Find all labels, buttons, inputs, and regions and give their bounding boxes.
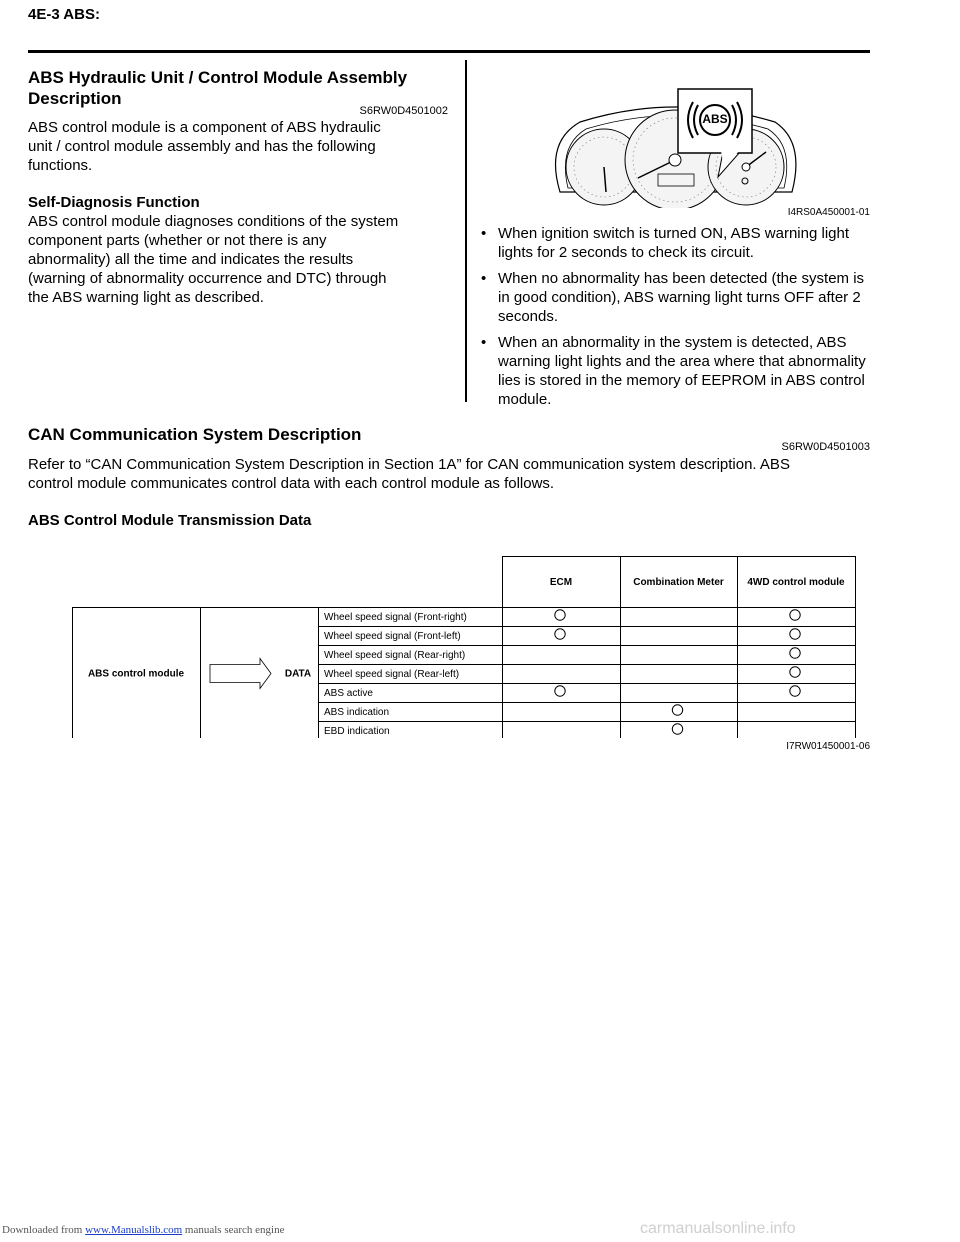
column-header: 4WD control module (747, 577, 845, 588)
self-diagnosis-line: ABS control module diagnoses conditions of the system (28, 213, 399, 230)
section2-code: S6RW0D4501003 (781, 441, 870, 453)
transmission-data-heading: ABS Control Module Transmission Data (28, 512, 312, 529)
section1-intro-line: functions. (28, 157, 93, 174)
transmit-mark-circle (790, 686, 800, 696)
section1-code: S6RW0D4501002 (359, 105, 448, 117)
instrument-cluster-figure (540, 82, 810, 208)
self-diagnosis-heading: Self-Diagnosis Function (28, 194, 200, 211)
section2-body (28, 455, 878, 493)
transmit-mark-circle (672, 724, 682, 734)
section1-title-line2: Description (28, 89, 122, 108)
transmission-data-table (72, 556, 856, 738)
column-header: ECM (549, 577, 573, 588)
footer-prefix: Downloaded from (2, 1224, 86, 1236)
figure1-code: I4RS0A450001-01 (787, 207, 870, 218)
section1-title-line1: ABS Hydraulic Unit / Control Module Assembly (28, 68, 408, 87)
signal-label: Wheel speed signal (Rear-right) (324, 650, 466, 661)
section1-intro-line: ABS control module is a component of ABS hydraulic (28, 119, 381, 136)
page-footer (2, 1224, 284, 1236)
self-diagnosis-line: the ABS warning light as described. (28, 289, 264, 306)
section2-body-line: Refer to “CAN Communication System Description in Section 1A” for CAN communication system description. ABS (28, 456, 790, 473)
signal-label: Wheel speed signal (Rear-left) (324, 669, 460, 680)
transmit-mark-circle (790, 648, 800, 658)
transmit-mark-circle (555, 610, 565, 620)
transmit-mark-circle (555, 629, 565, 639)
section2-body-line: control module communicates control data with each control module as follows. (28, 475, 555, 492)
transmit-mark-circle (790, 629, 800, 639)
column-header: Combination Meter (633, 577, 724, 588)
section1-intro-line: unit / control module assembly and has the following (28, 138, 376, 155)
bullet-item: • When an abnormality in the system is detected, ABS warning light lights and the area where that abnormality lies is stored in the memory of EEPROM in ABS control module. (481, 333, 871, 409)
self-diagnosis-line: component parts (whether or not there is any (28, 232, 327, 249)
abs-icon-label: ABS (702, 112, 728, 126)
section1-title (28, 67, 407, 109)
transmit-mark-circle (790, 667, 800, 677)
signal-label: Wheel speed signal (Front-left) (324, 631, 461, 642)
page-header-title: 4E-3 ABS: (28, 6, 100, 23)
transmit-arrow (210, 659, 271, 689)
signal-label: Wheel speed signal (Front-right) (324, 612, 467, 623)
footer-suffix: manuals search engine (182, 1224, 285, 1236)
self-diagnosis-body (28, 212, 458, 307)
transmit-mark-circle (555, 686, 565, 696)
self-diagnosis-line: abnormality) all the time and indicates the results (28, 251, 354, 268)
signal-label: ABS active (324, 688, 373, 699)
column-divider (465, 60, 467, 402)
header-rule (28, 50, 870, 53)
section2-title: CAN Communication System Description (28, 425, 362, 444)
table-figure-code: I7RW01450001-06 (786, 741, 870, 752)
warning-light-bullets (481, 224, 871, 416)
transmit-mark-circle (790, 610, 800, 620)
section1-intro (28, 118, 458, 175)
manualslib-link[interactable]: www.Manualslib.com (85, 1224, 183, 1236)
source-label: ABS control module (87, 668, 185, 680)
self-diagnosis-line: (warning of abnormality occurrence and DTC) through (28, 270, 387, 287)
bullet-item: • When no abnormality has been detected (the system is in good condition), ABS warning light turns OFF after 2 seconds. (481, 269, 871, 326)
signal-label: EBD indication (324, 726, 390, 737)
bullet-item: • When ignition switch is turned ON, ABS warning light lights for 2 seconds to check its circuit. (481, 224, 871, 262)
signal-label: ABS indication (324, 707, 390, 718)
watermark: carmanualsonline.info (640, 1220, 796, 1237)
transmit-mark-circle (672, 705, 682, 715)
data-label: DATA (284, 668, 312, 680)
